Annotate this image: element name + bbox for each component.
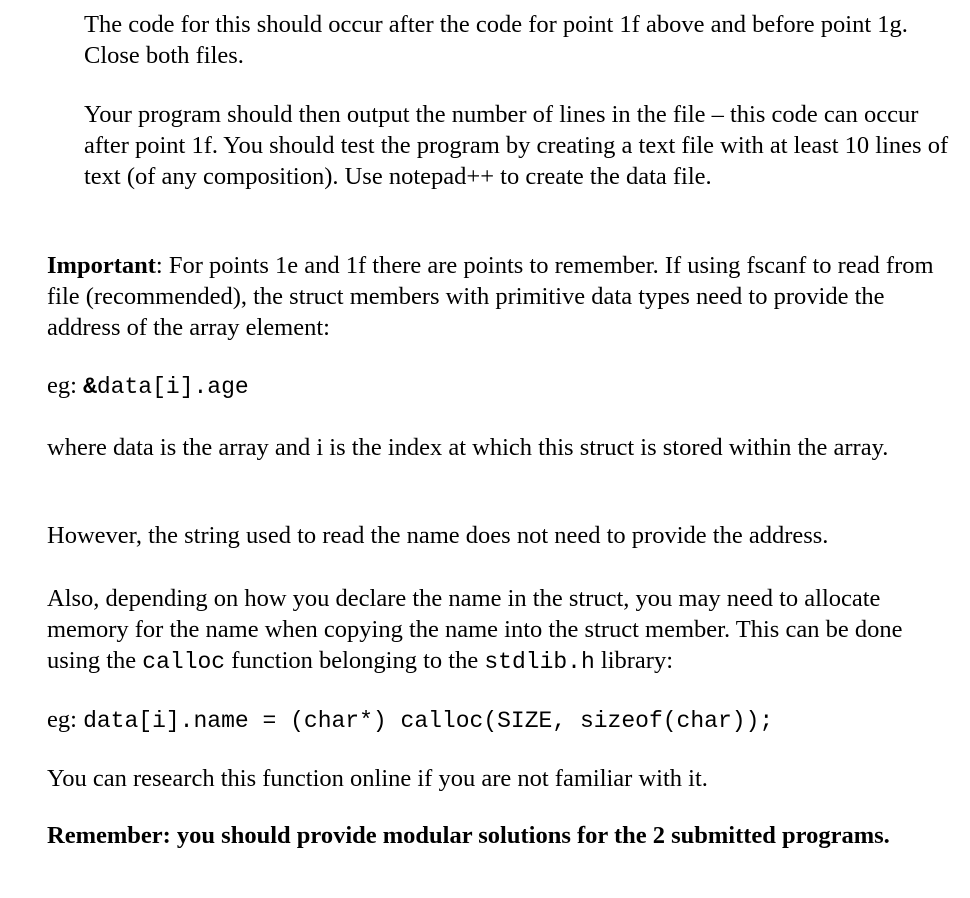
paragraph-research: You can research this function online if you are not familiar with it. xyxy=(47,765,708,792)
code-calloc: calloc xyxy=(142,649,226,675)
paragraph-explanation: where data is the array and i is the index at which this struct is stored within the array. xyxy=(47,434,889,461)
calloc-text-3: library: xyxy=(594,647,674,674)
paragraph-calloc xyxy=(47,583,957,678)
calloc-text-2: function belonging to the xyxy=(225,647,485,674)
paragraph-string-note: However, the string used to read the name does not need to provide the address. xyxy=(47,522,829,549)
code-stdlib: stdlib.h xyxy=(484,649,595,675)
code-ampersand: & xyxy=(83,374,97,400)
example-calloc xyxy=(47,704,957,737)
example-prefix: eg: xyxy=(47,706,84,733)
code-calloc-statement: data[i].name = (char*) calloc(SIZE, sizeof(char)); xyxy=(83,708,774,734)
important-label: Important xyxy=(47,252,156,279)
paragraph-close-files: The code for this should occur after the code for point 1f above and before point 1g. Close both files. xyxy=(84,11,908,69)
paragraph-output-lines: Your program should then output the number of lines in the file – this code can occur after point 1f. You should test the program by creating a text file with at least 10 lines of text (of any composition). Use notepad++ to create the data file. xyxy=(84,101,949,190)
paragraph-remember: Remember: you should provide modular solutions for the 2 submitted programs. xyxy=(47,822,890,849)
example-address xyxy=(47,370,947,403)
important-text: : For points 1e and 1f there are points to remember. If using fscanf to read from file (recommended), the struct members with primitive data types need to provide the address of the array element: xyxy=(47,252,934,341)
calloc-text-1: Also, depending on how you declare the name in the struct, you may need to allocate memory for the name when copying the name into the struct member. This can be done using the xyxy=(47,585,903,674)
example-prefix: eg: xyxy=(47,372,84,399)
paragraph-important xyxy=(47,250,947,343)
code-age-member: data[i].age xyxy=(96,374,249,400)
